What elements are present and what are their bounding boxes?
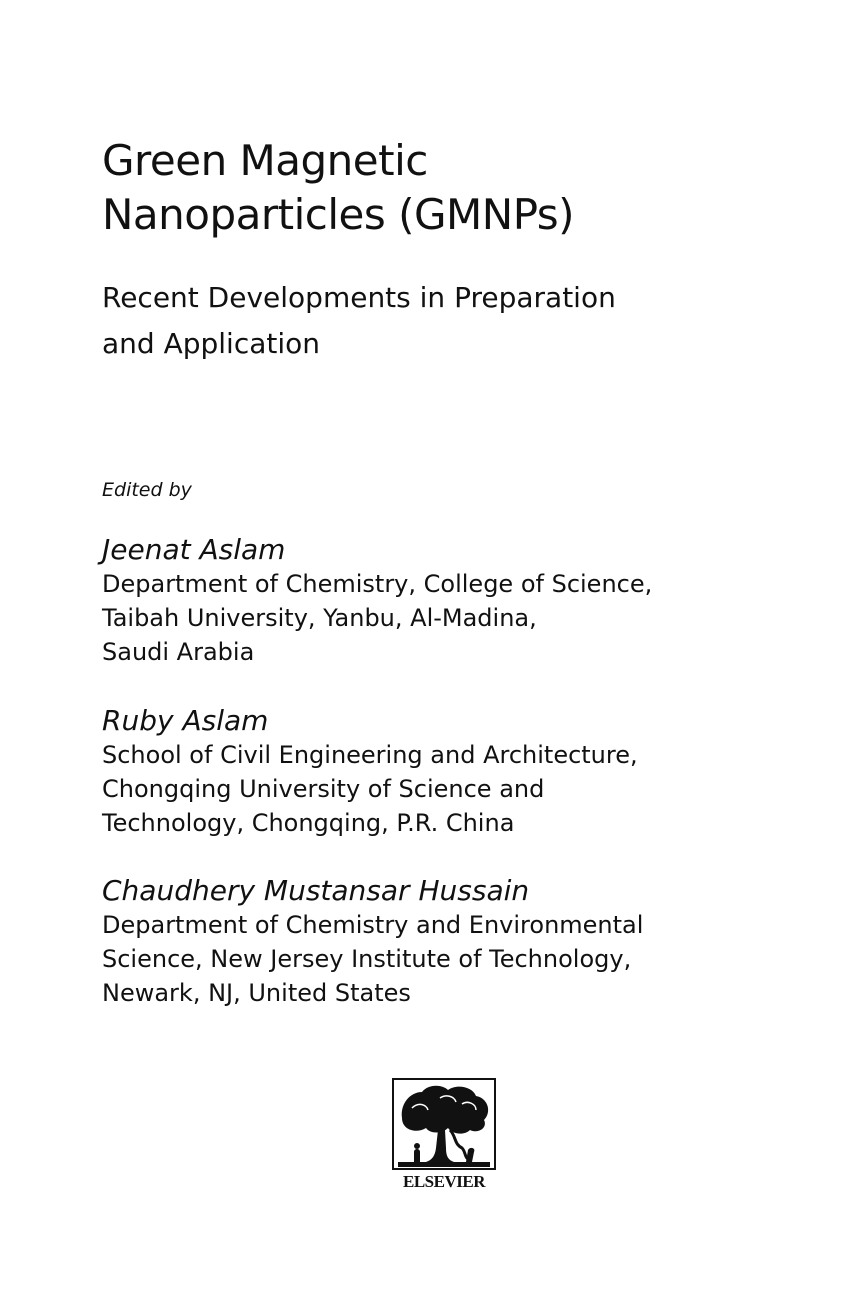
editor-block — [102, 874, 643, 1010]
publisher-logo — [392, 1078, 496, 1198]
book-subtitle-line: and Application — [102, 327, 321, 360]
editor-affiliation-line: Department of Chemistry and Environmental — [102, 911, 644, 939]
editor-name: Ruby Aslam — [102, 704, 269, 737]
book-subtitle — [102, 275, 616, 367]
editor-block — [102, 533, 652, 669]
editor-affiliation-line: Technology, Chongqing, P.R. China — [102, 809, 515, 837]
editor-affiliation-line: Chongqing University of Science and — [102, 775, 545, 803]
book-title-line: Nanoparticles (GMNPs) — [102, 190, 575, 239]
editor-name: Jeenat Aslam — [102, 533, 286, 566]
book-subtitle-line: Recent Developments in Preparation — [102, 281, 616, 314]
editor-affiliation-line: School of Civil Engineering and Architecture, — [102, 741, 638, 769]
editor-affiliation-line: Science, New Jersey Institute of Technology, — [102, 945, 632, 973]
editor-affiliation-line: Taibah University, Yanbu, Al-Madina, — [102, 604, 537, 632]
editor-affiliation-line: Newark, NJ, United States — [102, 979, 411, 1007]
book-title — [102, 134, 574, 242]
edited-by-label: Edited by — [102, 479, 192, 501]
publisher-name: ELSEVIER — [403, 1172, 485, 1191]
editor-block — [102, 704, 638, 840]
editor-affiliation-line: Saudi Arabia — [102, 638, 255, 666]
editor-affiliation-line: Department of Chemistry, College of Science, — [102, 570, 653, 598]
elsevier-tree-icon — [392, 1078, 496, 1170]
book-title-line: Green Magnetic — [102, 136, 428, 185]
editor-name: Chaudhery Mustansar Hussain — [102, 874, 530, 907]
